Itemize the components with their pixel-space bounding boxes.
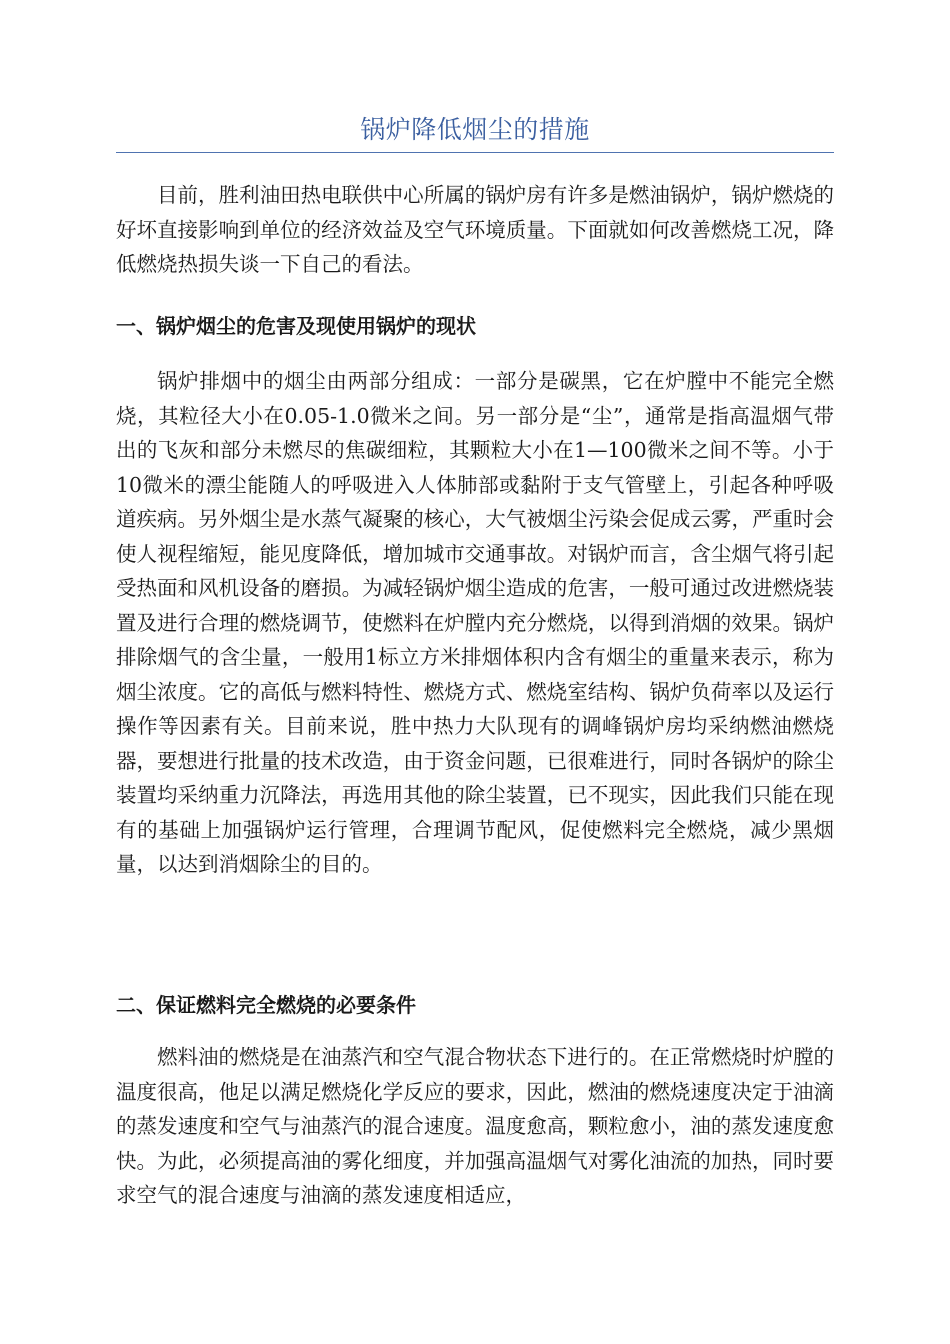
paragraph-intro: 目前，胜利油田热电联供中心所属的锅炉房有许多是燃油锅炉，锅炉燃烧的好坏直接影响到单位的经济效益及空气环境质量。下面就如何改善燃烧工况，降低燃烧热损失谈一下自己的看法。 <box>116 183 834 276</box>
section-heading-2: 二、保证燃料完全燃烧的必要条件 <box>116 993 416 1017</box>
document-title: 锅炉降低烟尘的措施 <box>360 115 590 144</box>
title-underline <box>116 152 834 153</box>
paragraph-section-2: 燃料油的燃烧是在油蒸汽和空气混合物状态下进行的。在正常燃烧时炉膛的温度很高，他足以满足燃烧化学反应的要求，因此，燃油的燃烧速度决定于油滴的蒸发速度和空气与油蒸汽的混合速度。温度愈高，颗粒愈小，油的蒸发速度愈快。为此，必须提高油的雾化细度，并加强高温烟气对雾化油流的加热，同时要求空气的混合速度与油滴的蒸发速度相适应， <box>116 1045 834 1207</box>
paragraph-section-1: 锅炉排烟中的烟尘由两部分组成：一部分是碳黑，它在炉膛中不能完全燃烧，其粒径大小在0.05-1.0微米之间。另一部分是“尘”，通常是指高温烟气带出的飞灰和部分未燃尽的焦碳细粒，其颗粒大小在1—100微米之间不等。小于10微米的漂尘能随人的呼吸进入人体肺部或黏附于支气管壁上，引起各种呼吸道疾病。另外烟尘是水蒸气凝聚的核心，大气被烟尘污染会促成云雾，严重时会使人视程缩短，能见度降低，增加城市交通事故。对锅炉而言，含尘烟气将引起受热面和风机设备的磨损。为减轻锅炉烟尘造成的危害，一般可通过改进燃烧装置及进行合理的燃烧调节，使燃料在炉膛内充分燃烧，以得到消烟的效果。锅炉排除烟气的含尘量，一般用1标立方米排烟体积内含有烟尘的重量来表示，称为烟尘浓度。它的高低与燃料特性、燃烧方式、燃烧室结构、锅炉负荷率以及运行操作等因素有关。目前来说，胜中热力大队现有的调峰锅炉房均采纳燃油燃烧器，要想进行批量的技术改造，由于资金问题，已很难进行，同时各锅炉的除尘装置均采纳重力沉降法，再选用其他的除尘装置，已不现实，因此我们只能在现有的基础上加强锅炉运行管理，合理调节配风，促使燃料完全燃烧，减少黑烟量，以达到消烟除尘的目的。 <box>116 369 834 876</box>
section-heading-1: 一、锅炉烟尘的危害及现使用锅炉的现状 <box>116 314 476 338</box>
document-page <box>116 0 834 1344</box>
